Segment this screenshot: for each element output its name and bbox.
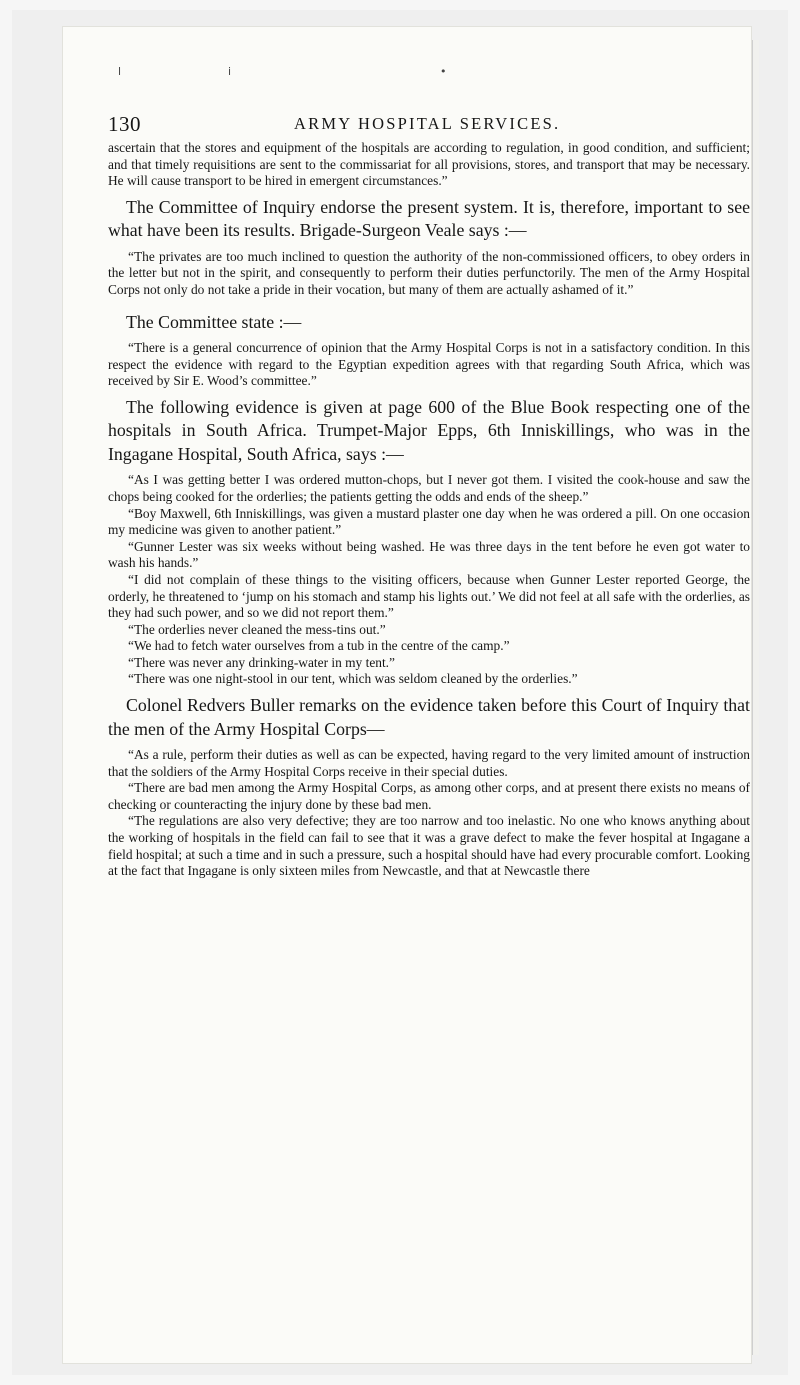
body-text [108, 140, 750, 880]
paragraph: “The orderlies never cleaned the mess-tins out.” [128, 621, 386, 637]
paragraph: “I did not complain of these things to the visiting officers, because when Gunner Lester reported George, the orderly, he threatened to ‘jump on his stomach and stamp his lights out.’ We did not feel at all safe with the orderlies, as they had such power, and so we did not report them.” [108, 571, 750, 621]
page-number: 130 [108, 112, 141, 136]
paragraph: Colonel Redvers Buller remarks on the evidence taken before this Court of Inquiry that the men of the Army Hospital Corps— [108, 695, 750, 739]
paragraph: “Gunner Lester was six weeks without being washed. He was three days in the tent before he even got water to wash his hands.” [108, 538, 750, 571]
page-edge [752, 40, 759, 1355]
paragraph: ascertain that the stores and equipment of the hospitals are according to regulation, in good condition, and sufficient; and that timely requisitions are sent to the commissariat for all provisions, stores, and transport that may be necessary. He will cause transport to be hired in emergent circumstances.” [108, 140, 750, 189]
header-title: ARMY HOSPITAL SERVICES. [294, 114, 561, 133]
paragraph: The Committee of Inquiry endorse the present system. It is, therefore, important to see what have been its results. Brigade-Surgeon Veale says :— [108, 196, 750, 241]
paragraph: “The privates are too much inclined to question the authority of the non-commissioned officers, to obey orders in the letter but not in the spirit, and consequently to perform their duties perfunctorily. The men of the Army Hospital Corps not only do not take a pride in their vocation, but many of them are actually ashamed of it.” [108, 248, 750, 297]
paragraph: “There was one night-stool in our tent, which was seldom cleaned by the orderlies.” [128, 671, 578, 687]
running-head [108, 112, 750, 138]
scan-mark-left: l [118, 65, 122, 78]
paragraph: “There was never any drinking-water in my tent.” [128, 654, 395, 670]
paragraph: “As I was getting better I was ordered mutton-chops, but I never got them. I visited the cook-house and saw the chops being cooked for the orderlies; the patients getting the odds and ends of the sheep.” [108, 472, 750, 504]
paragraph: “As a rule, perform their duties as well as can be expected, having regard to the very limited amount of instruction that the soldiers of the Army Hospital Corps receive in their special duties. [108, 747, 750, 779]
paragraph: “There are bad men among the Army Hospital Corps, as among other corps, and at present there exists no means of checking or counteracting the injury done by these bad men. [108, 780, 750, 812]
scan-mark-right: • [440, 65, 447, 78]
paragraph: “Boy Maxwell, 6th Inniskillings, was given a mustard plaster one day when he was ordered a pill. On one occasion my medicine was given to another patient.” [108, 505, 750, 538]
paragraph: “There is a general concurrence of opinion that the Army Hospital Corps is not in a satisfactory condition. In this respect the evidence with regard to the Egyptian expedition agrees with that regarding South Africa, which was received by Sir E. Wood’s committee.” [108, 340, 750, 389]
paragraph: “We had to fetch water ourselves from a tub in the centre of the camp.” [128, 638, 510, 654]
paragraph: The following evidence is given at page 600 of the Blue Book respecting one of the hospitals in South Africa. Trumpet-Major Epps, 6th Inniskillings, who was in the Ingagane Hospital, South Africa, says :— [108, 396, 750, 464]
paragraph: “The regulations are also very defective; they are too narrow and too inelastic. No one who knows anything about the working of hospitals in the field can fail to see that it was a grave defect to make the fever hospital at Ingagane a field hospital; at such a time and in such a pressure, such a hospital should have had every procurable comfort. Looking at the fact that Ingagane is only sixteen miles from Newcastle, and that at Newcastle there [108, 813, 750, 879]
scan-mark-middle: i [228, 65, 232, 78]
paragraph: The Committee state :— [126, 311, 302, 332]
